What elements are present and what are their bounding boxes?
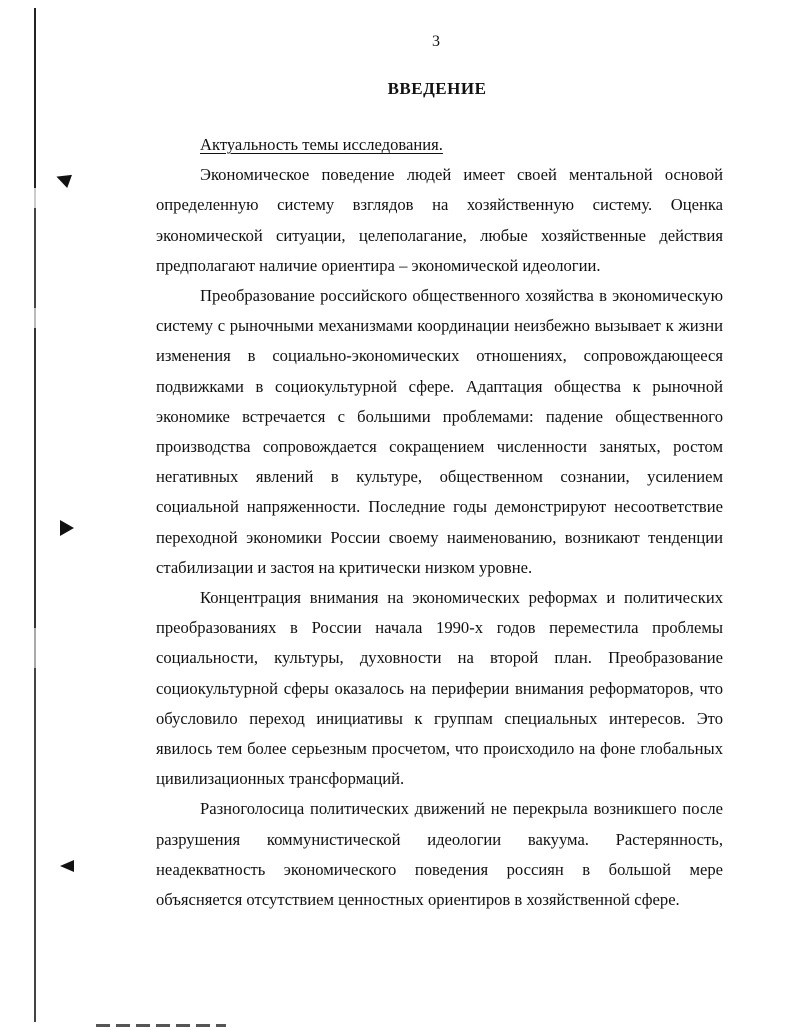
scan-marker-arrow-icon	[60, 520, 74, 536]
binding-edge-line	[34, 8, 36, 1022]
scan-marker-arrow-icon	[60, 860, 74, 872]
footer-scan-dashes	[96, 1024, 226, 1027]
scan-marker-arrow-icon	[54, 170, 72, 188]
page-number: 3	[432, 33, 440, 50]
paragraph-3: Концентрация внимания на экономических реформах и политических преобразованиях в России начала 1990-х годов переместила проблемы социальности, культуры, духовности на второй план. Преобразование социокультурной сферы оказалось на периферии внимания реформаторов, что обусловило переход инициативы к группам специальных интересов. Это явилось тем более серьезным просчетом, что происходило на фоне глобальных цивилизационных трансформаций.	[156, 588, 723, 789]
paragraph-2: Преобразование российского общественного хозяйства в экономическую систему с рыночными механизмами координации неизбежно вызывает к жизни изменения в социально-экономических отношениях, сопровождающееся подвижками в социокультурной сфере. Адаптация общества к рыночной экономике встречается с большими проблемами: падение общественного производства сопровождается сокращением численности занятых, ростом негативных явлений в культуре, общественном сознании, усилением социальной напряженности. Последние годы демонстрируют несоответствие переходной экономики России своему наименованию, возникают тенденции стабилизации и застоя на критически низком уровне.	[156, 286, 723, 577]
page-heading: ВВЕДЕНИЕ	[387, 79, 487, 98]
paragraph-4: Разноголосица политических движений не перекрыла возникшего после разрушения коммунистической идеологии вакуума. Растерянность, неадекватность экономического поведения россиян в большой мере объясняется отсутствием ценностных ориентиров в хозяйственной сфере.	[156, 799, 723, 910]
paragraph-1: Экономическое поведение людей имеет своей ментальной основой определенную систему взглядов на хозяйственную систему. Оценка экономической ситуации, целеполагание, любые хозяйственные действия предполагают наличие ориентира – экономической идеологии.	[156, 165, 723, 275]
body-text	[156, 130, 723, 915]
section-subheading: Актуальность темы исследования.	[200, 135, 443, 154]
